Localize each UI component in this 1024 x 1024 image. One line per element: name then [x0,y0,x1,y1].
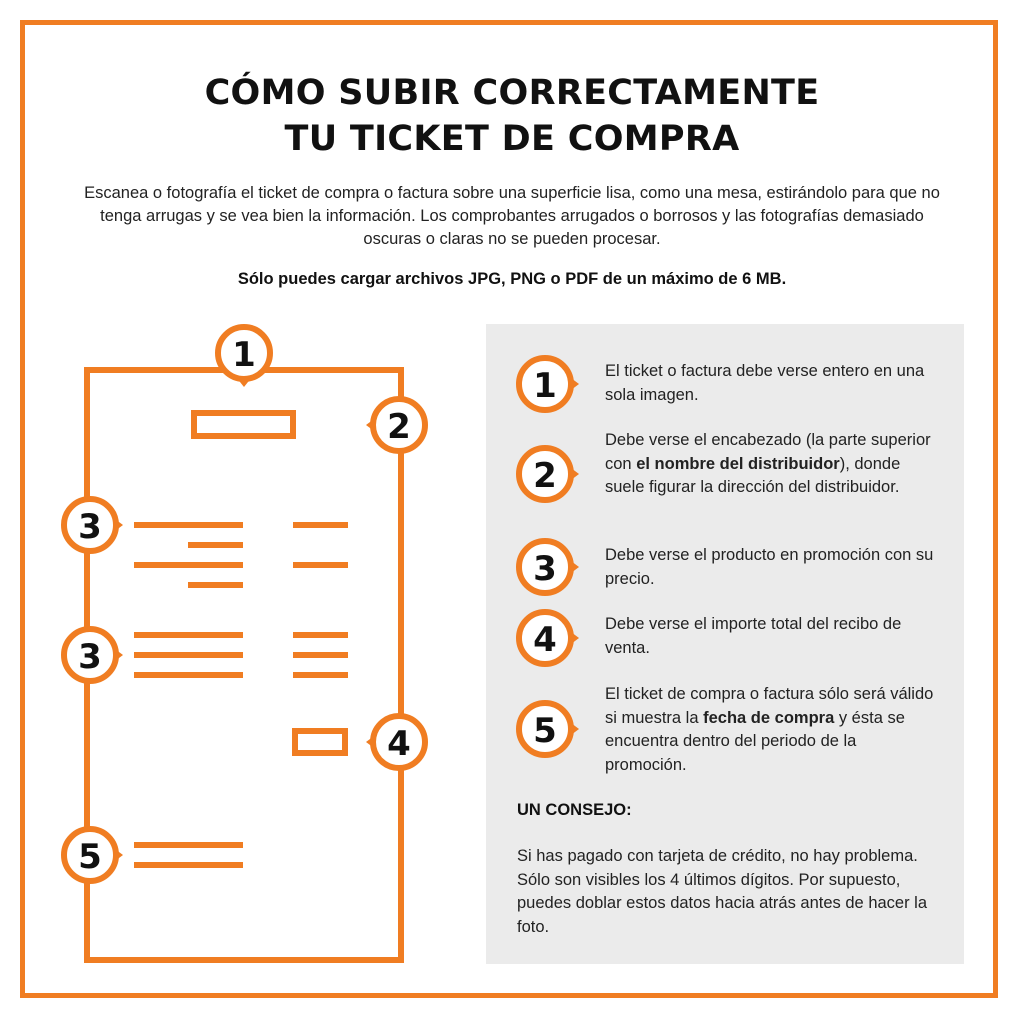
step-1-text: El ticket o factura debe verse entero en una sola imagen. [605,362,925,404]
step-5-text-before: El ticket de compra o factura sólo será válido si muestra la [605,685,934,727]
formats-note: Sólo puedes cargar archivos JPG, PNG o PDF de un máximo de 6 MB. [237,270,787,288]
title-line-2: TU TICKET DE COMPRA [284,119,740,159]
step-5-text [605,683,940,777]
svg-text:4: 4 [533,620,557,660]
svg-text:2: 2 [387,407,411,447]
intro-paragraph: Escanea o fotografía el ticket de compra o factura sobre una superficie lisa, como una mesa, estirándolo para que no tenga arrugas y se vea bien la información. Los comprobantes arrugados o borrosos y las fotografías demasiado oscuras o claras no se pueden procesar. [84,184,940,248]
step-2-text-after: ), donde suele figurar la dirección del distribuidor. [605,454,901,496]
svg-text:3: 3 [78,507,102,547]
svg-text:4: 4 [387,724,411,764]
svg-text:2: 2 [533,456,557,496]
title-line-1: CÓMO SUBIR CORRECTAMENTE [204,73,820,113]
tip-body: Si has pagado con tarjeta de crédito, no hay problema. Sólo son visibles los 4 últimos dígitos. Por supuesto, puedes doblar estos datos hacia atrás antes de hacer la foto. [517,847,928,936]
step-2-text-before: Debe verse el encabezado (la parte superior con [605,431,931,473]
svg-text:3: 3 [78,637,102,677]
svg-text:5: 5 [78,837,102,877]
step-2-text [605,429,940,500]
svg-text:3: 3 [533,549,557,589]
step-marker-3 [519,541,579,593]
step-4-text: Debe verse el importe total del recibo de venta. [605,615,902,657]
step-marker-2 [519,448,579,500]
step-marker-5 [519,703,579,755]
step-marker-1 [519,358,579,410]
svg-text:5: 5 [533,711,557,751]
tip-heading: UN CONSEJO: [517,801,632,819]
step-2-text-bold: el nombre del distribuidor [636,454,840,473]
svg-text:1: 1 [232,335,256,375]
step-5-text-bold: fecha de compra [703,708,835,727]
step-5-text-after: y ésta se encuentra dentro del periodo de la promoción. [605,708,905,774]
step-marker-4 [519,612,579,664]
svg-text:1: 1 [533,366,557,406]
step-3-text: Debe verse el producto en promoción con su precio. [605,546,934,588]
